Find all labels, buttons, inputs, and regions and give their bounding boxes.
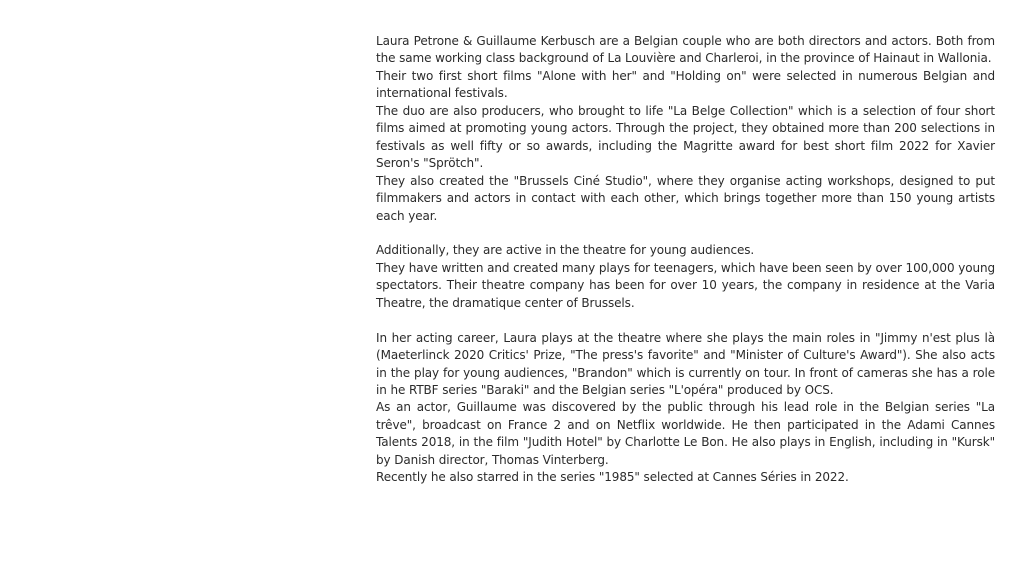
bio-paragraph-theatre-intro: Additionally, they are active in the theatre for young audiences. xyxy=(376,243,755,258)
paragraph-spacer xyxy=(376,225,995,242)
bio-paragraph-recent: Recently he also starred in the series "1985" selected at Cannes Séries in 2022. xyxy=(376,470,849,485)
bio-paragraph-guillaume-career: As an actor, Guillaume was discovered by the public through his lead role in the Belgian series "La trêve", broadcast on France 2 and on Netflix worldwide. He then participated in the Adami Cannes Talents 2018, in the film "Judith Hotel" by Charlotte Le Bon. He also plays in English, including in "Kursk" by Danish director, Thomas Vinterberg. xyxy=(376,400,995,467)
bio-paragraph-short-films: Their two first short films "Alone with her" and "Holding on" were selected in numerous Belgian and international festivals. xyxy=(376,68,995,101)
bio-paragraph-laura-career: In her acting career, Laura plays at the theatre where she plays the main roles in "Jimmy n'est plus là (Maeterlinck 2020 Critics' Prize, "The press's favorite" and "Minister of Culture's Award"). She also acts in the play for young audiences, "Brandon" which is currently on tour. In front of cameras she has a role in he RTBF series "Baraki" and the Belgian series "L'opéra" produced by OCS. xyxy=(376,330,995,398)
bio-paragraph-theatre-company: They have written and created many plays for teenagers, which have been seen by over 100,000 young spectators. Their theatre company has been for over 10 years, the company in residence at the Varia Theatre, the dramatique center of Brussels. xyxy=(376,260,995,310)
bio-paragraph-intro: Laura Petrone & Guillaume Kerbusch are a Belgian couple who are both directors and actors. Both from the same working class background of La Louvière and Charleroi, in the province of Hainaut in Wallonia. xyxy=(376,34,995,66)
biography-text-block xyxy=(376,33,995,487)
bio-paragraph-producers: The duo are also producers, who brought to life "La Belge Collection" which is a selection of four short films aimed at promoting young actors. Through the project, they obtained more than 200 selections in festivals as well fifty or so awards, including the Magritte award for best short film 2022 for Xavier Seron's "Sprötch". xyxy=(376,103,995,171)
paragraph-spacer xyxy=(376,312,995,329)
bio-paragraph-studio: They also created the "Brussels Ciné Studio", where they organise acting workshops, designed to put filmmakers and actors in contact with each other, which brings together more than 150 young artists each year. xyxy=(376,173,995,223)
